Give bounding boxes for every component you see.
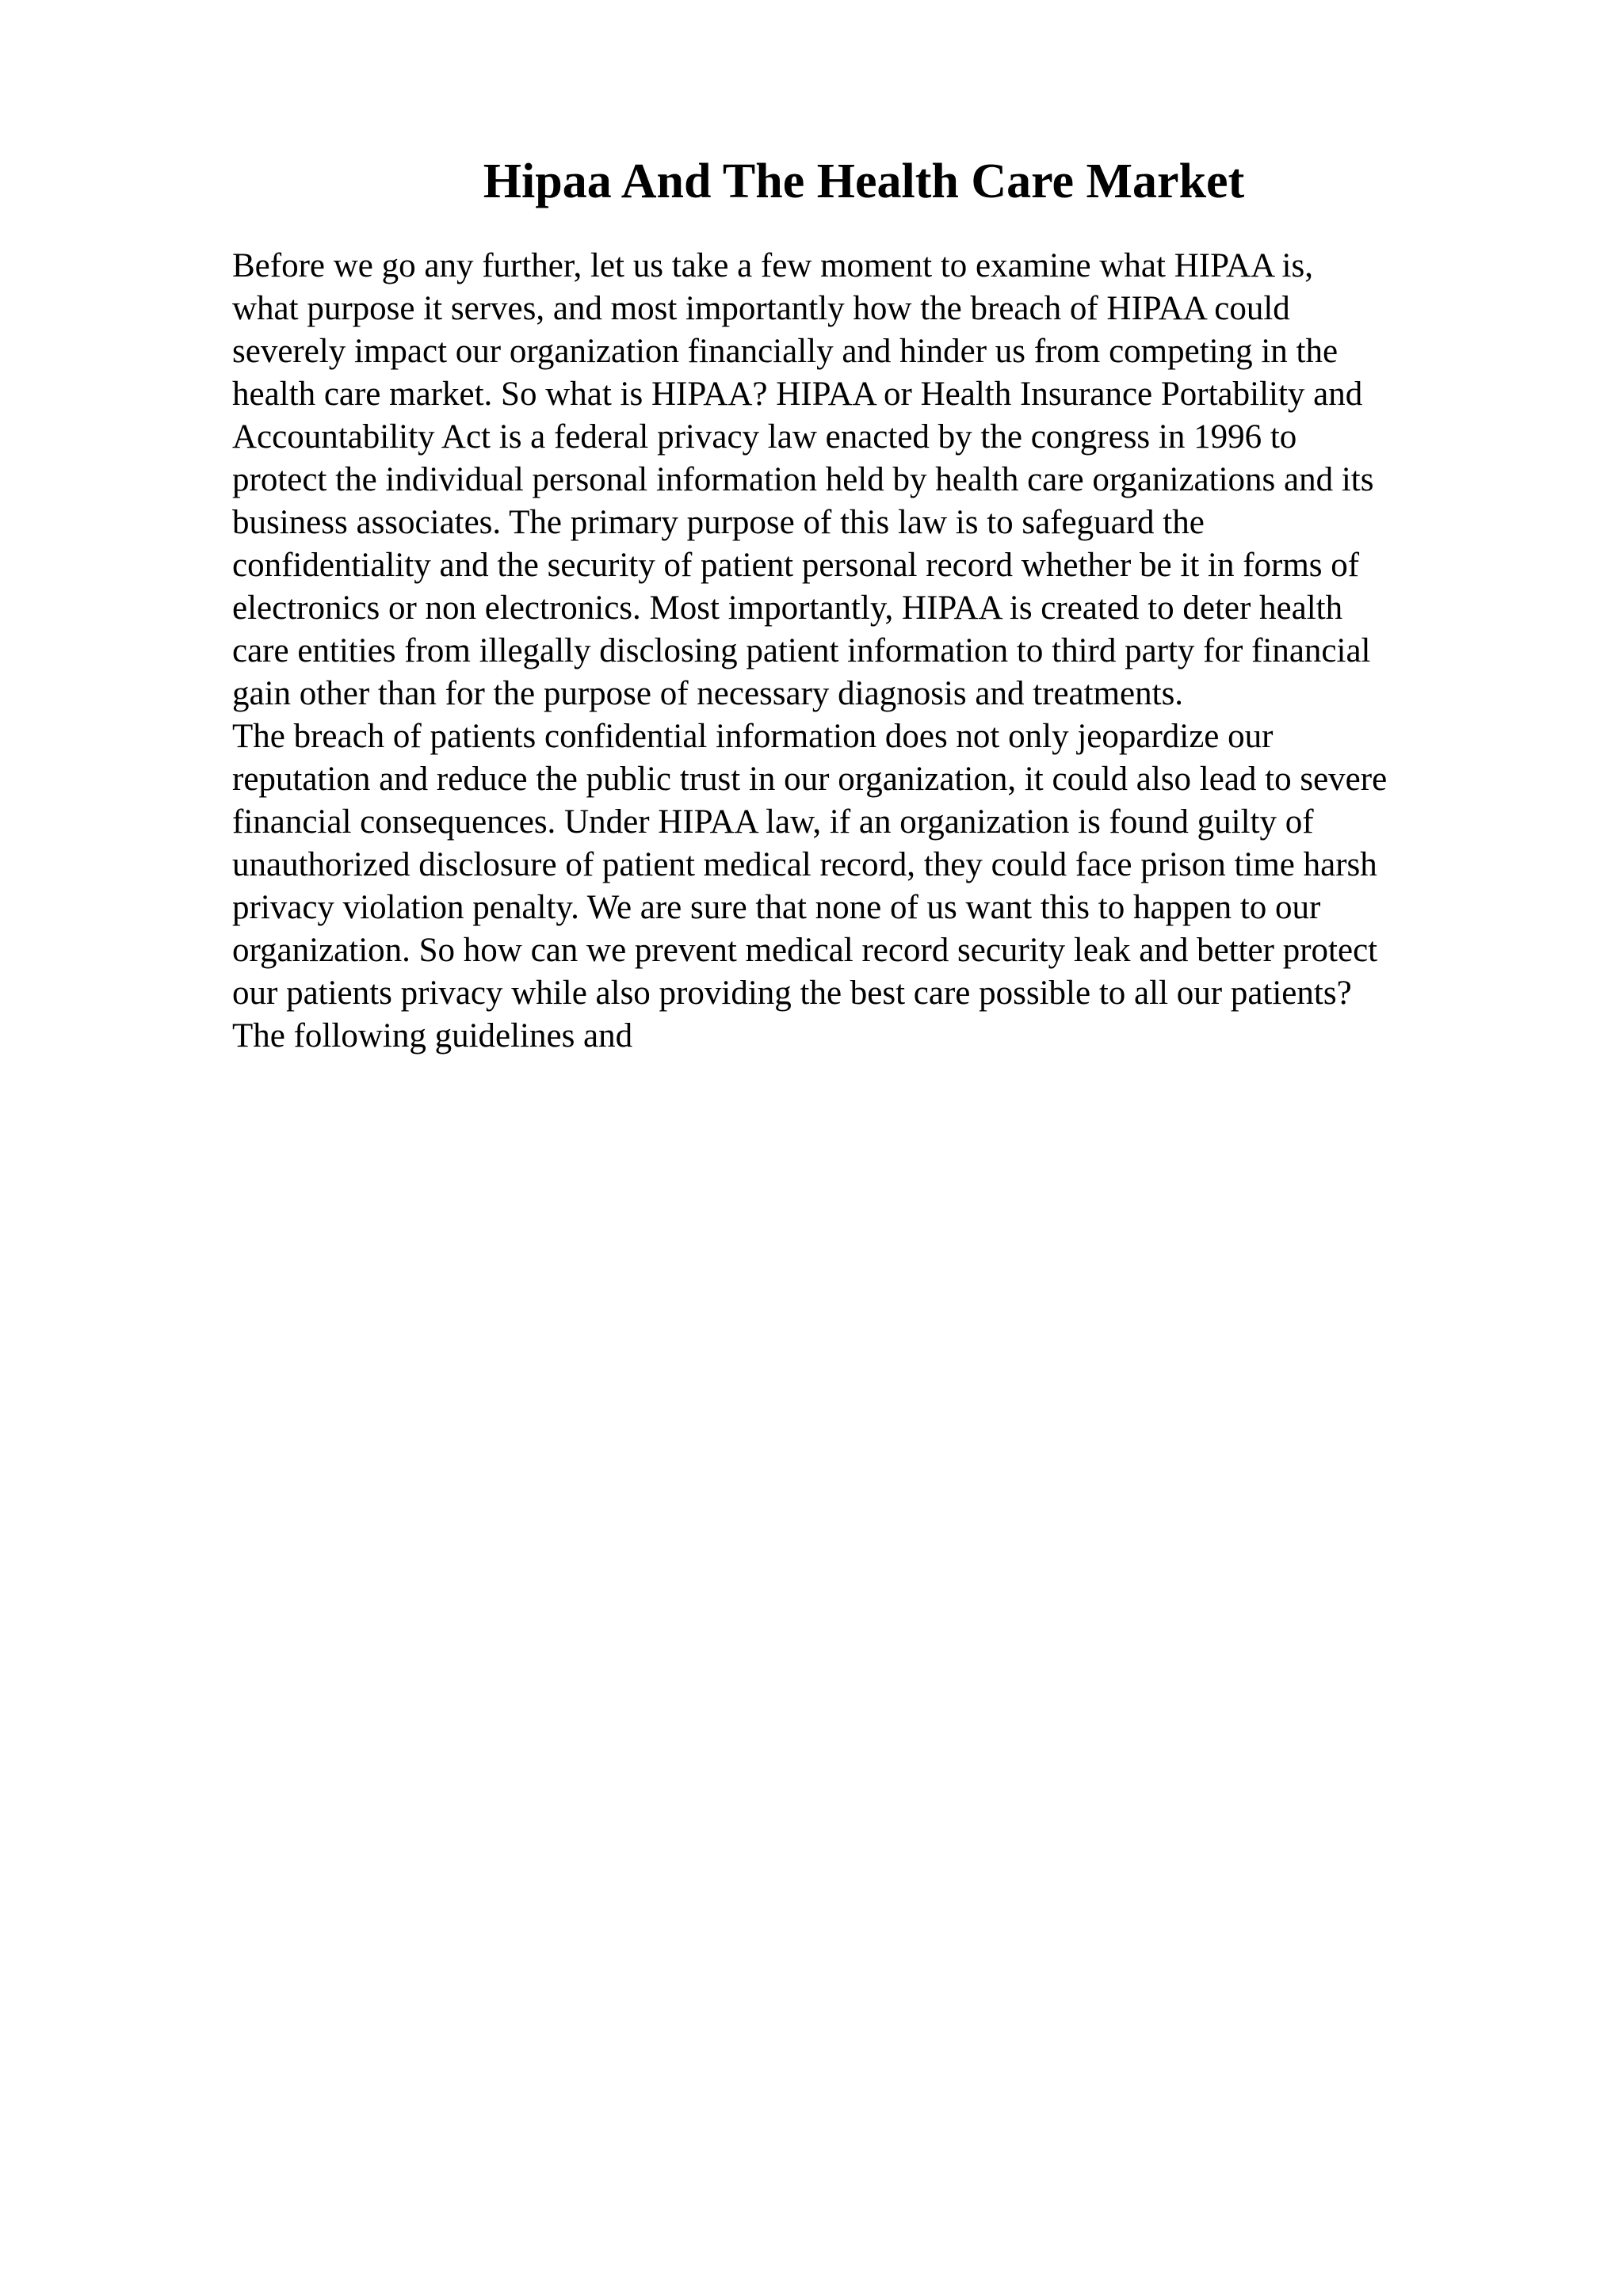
text-line: protect the individual personal information held by health care organizations and its [232, 461, 1374, 498]
document-body [232, 245, 1579, 1058]
text-line: The breach of patients confidential information does not only jeopardize our [232, 718, 1274, 755]
text-line: unauthorized disclosure of patient medical record, they could face prison time harsh [232, 846, 1377, 883]
text-line: Accountability Act is a federal privacy law enacted by the congress in 1996 to [232, 418, 1297, 456]
text-line: electronics or non electronics. Most importantly, HIPAA is created to deter health [232, 589, 1343, 627]
text-line: our patients privacy while also providing the best care possible to all our patients? [232, 974, 1352, 1012]
text-line: organization. So how can we prevent medical record security leak and better protect [232, 932, 1378, 969]
text-line: business associates. The primary purpose of this law is to safeguard the [232, 504, 1205, 541]
text-line: severely impact our organization financially and hinder us from competing in the [232, 333, 1338, 370]
text-line: The following guidelines and [232, 1017, 633, 1055]
text-line: gain other than for the purpose of necessary diagnosis and treatments. [232, 675, 1184, 712]
text-line: confidentiality and the security of patient personal record whether be it in forms of [232, 547, 1360, 584]
text-line: Before we go any further, let us take a few moment to examine what HIPAA is, [232, 247, 1313, 284]
paragraph-1 [232, 245, 1579, 715]
text-line: reputation and reduce the public trust in our organization, it could also lead to severe [232, 761, 1388, 798]
document-title: Hipaa And The Health Care Market [483, 154, 1245, 208]
text-line: privacy violation penalty. We are sure that none of us want this to happen to our [232, 889, 1321, 926]
text-line: care entities from illegally disclosing patient information to third party for financial [232, 632, 1371, 669]
text-line: what purpose it serves, and most importantly how the breach of HIPAA could [232, 290, 1290, 327]
text-line: financial consequences. Under HIPAA law, if an organization is found guilty of [232, 803, 1314, 841]
paragraph-2 [232, 715, 1579, 1058]
text-line: health care market. So what is HIPAA? HIPAA or Health Insurance Portability and [232, 376, 1363, 413]
